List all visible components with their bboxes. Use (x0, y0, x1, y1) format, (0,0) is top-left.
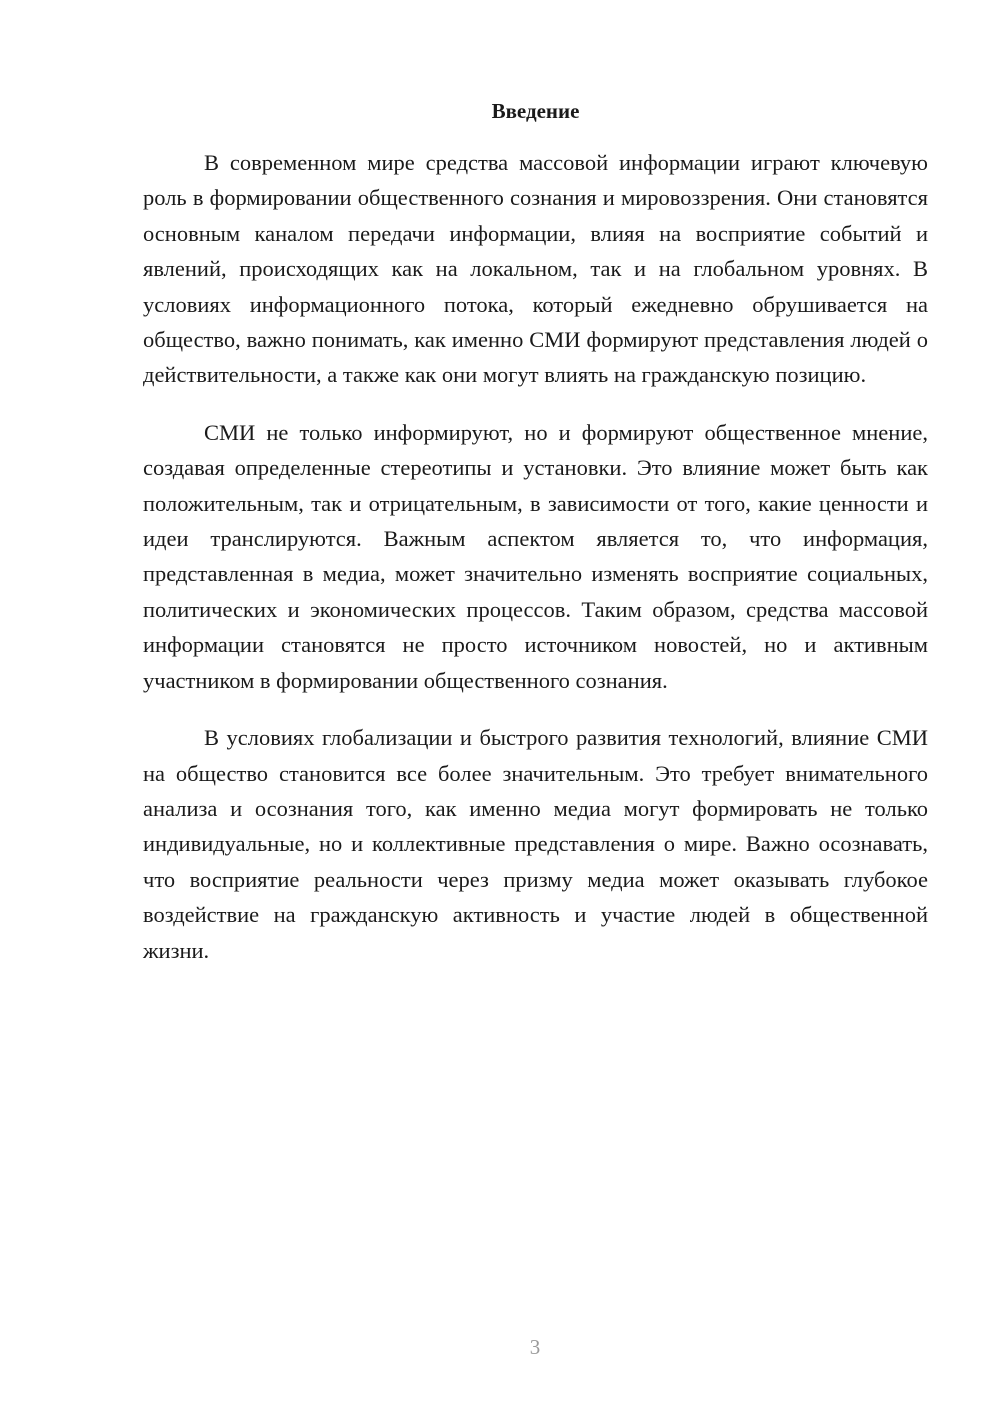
paragraph-2: СМИ не только информируют, но и формируют общественное мнение, создавая определенные стереотипы и установки. Это влияние может быть как положительным, так и отрицательным, в зависимости от того, какие ценности и идеи транслируются. Важным аспектом является то, что информация, представленная в медиа, может значительно изменять восприятие социальных, политических и экономических процессов. Таким образом, средства массовой информации становятся не просто источником новостей, но и активным участником в формировании общественного сознания. (143, 419, 928, 693)
paragraph-1: В современном мире средства массовой информации играют ключевую роль в формировании общественного сознания и мировоззрения. Они становятся основным каналом передачи информации, влияя на восприятие событий и явлений, происходящих как на локальном, так и на глобальном уровнях. В условиях информационного потока, который ежедневно обрушивается на общество, важно понимать, как именно СМИ формируют представления людей о действительности, а также как они могут влиять на гражданскую позицию. (143, 150, 928, 388)
page-number: 3 (529, 1335, 541, 1359)
paragraph-3: В условиях глобализации и быстрого развития технологий, влияние СМИ на общество становится все более значительным. Это требует внимательного анализа и осознания того, как именно медиа могут формировать не только индивидуальные, но и коллективные представления о мире. Важно осознавать, что восприятие реальности через призму медиа может оказывать глубокое воздействие на гражданскую активность и участие людей в общественной жизни. (143, 725, 928, 963)
page-content (143, 96, 928, 990)
section-title: Введение (491, 99, 580, 123)
